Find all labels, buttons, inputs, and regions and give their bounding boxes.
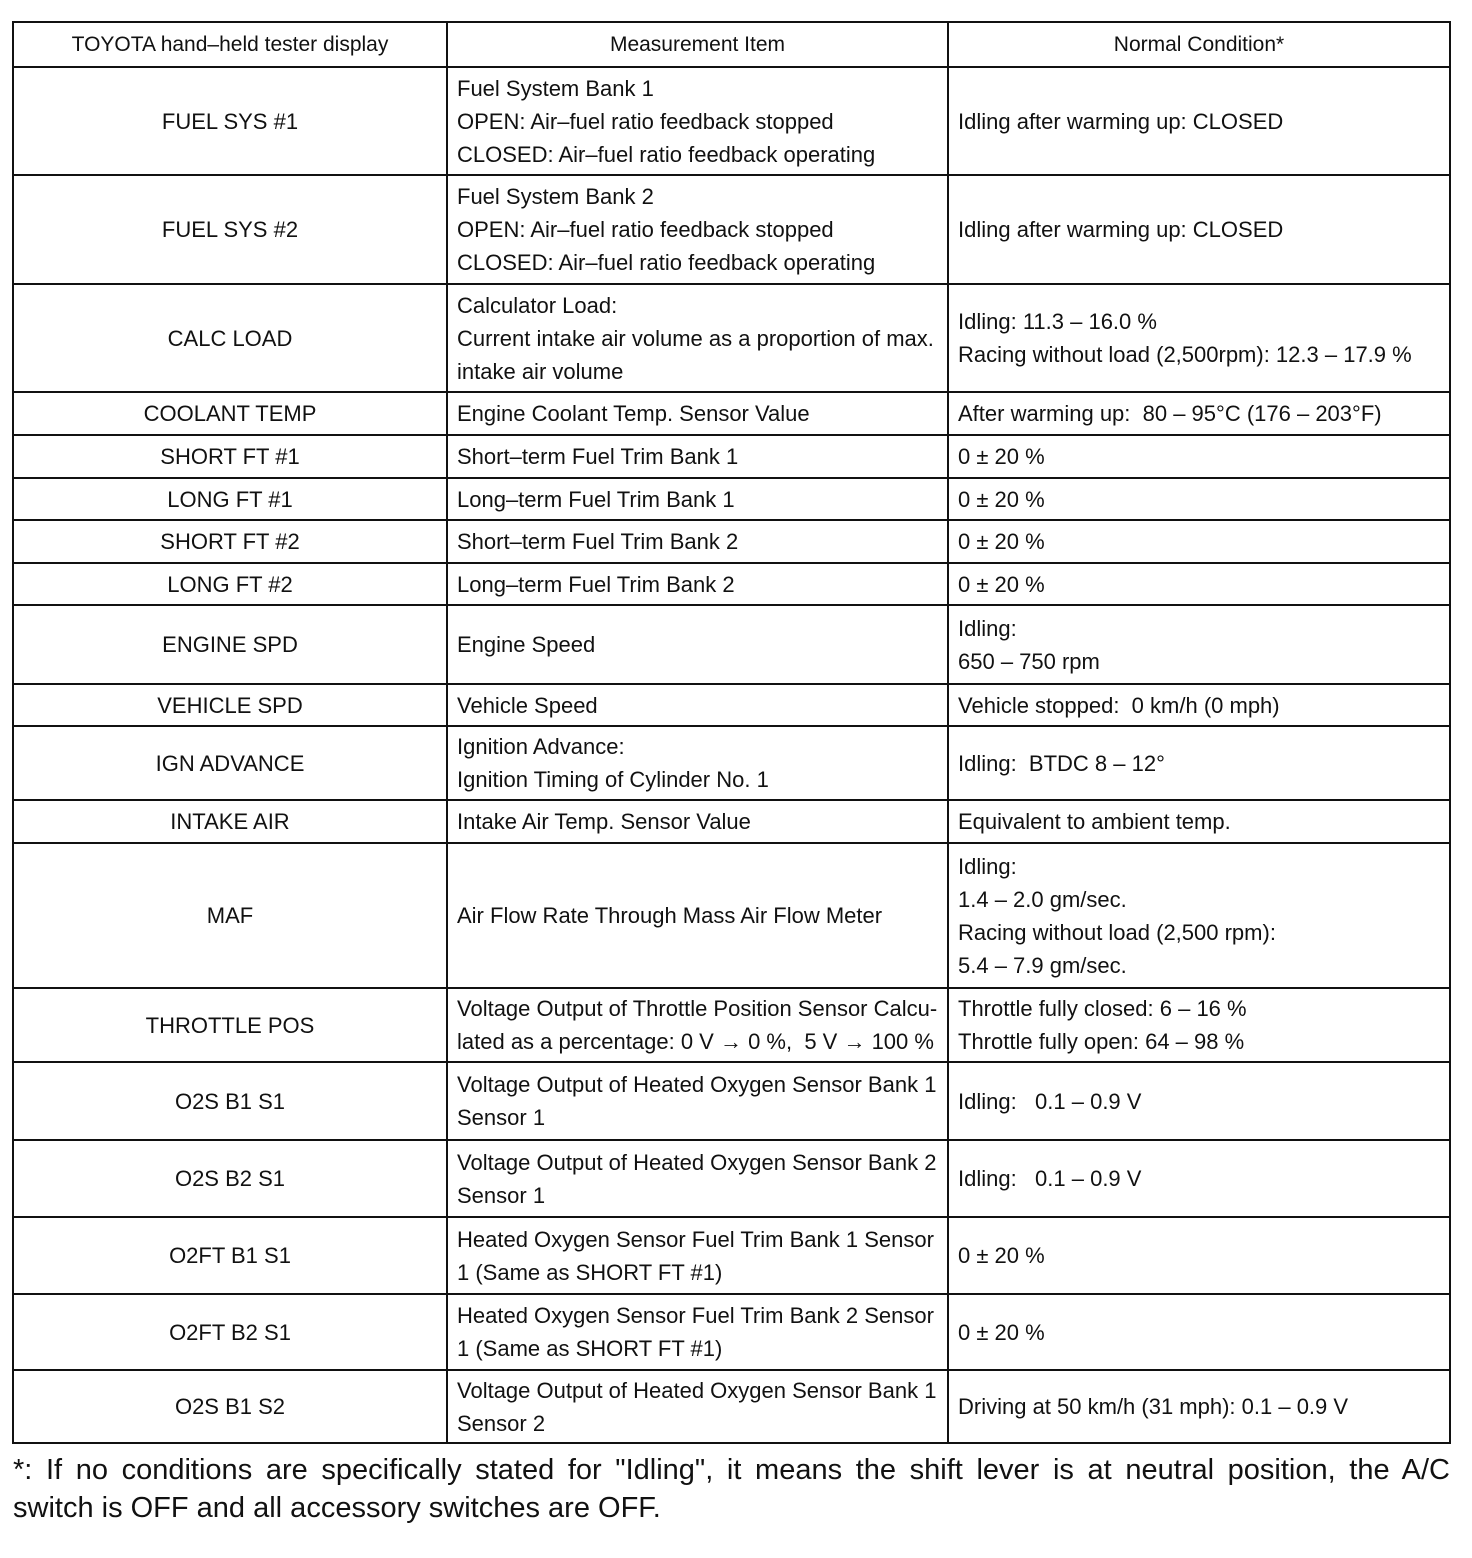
measurement-item-line: Vehicle Speed (457, 692, 598, 718)
measurement-item-line: Engine Coolant Temp. Sensor Value (457, 401, 810, 426)
measurement-item-line: Voltage Output of Heated Oxygen Sensor Bank 2 (457, 1149, 937, 1175)
table-row (14, 989, 1451, 1063)
tester-display-label: MAF (206, 903, 254, 928)
tester-display-label: VEHICLE SPD (157, 692, 303, 718)
tester-display-cell (14, 436, 448, 479)
measurement-item-line: Long–term Fuel Trim Bank 2 (457, 571, 735, 597)
normal-condition-line: 0 ± 20 % (958, 486, 1045, 512)
measurement-item-line: OPEN: Air–fuel ratio feedback stopped (457, 217, 834, 242)
measurement-item-cell (448, 1218, 949, 1295)
normal-condition-cell (949, 285, 1451, 393)
normal-condition-line: 0 ± 20 % (958, 571, 1045, 597)
measurement-item-cell (448, 393, 949, 436)
normal-condition-line: Idling after warming up: CLOSED (958, 217, 1284, 242)
table-row (14, 1141, 1451, 1218)
tester-display-label: ENGINE SPD (162, 632, 298, 657)
header-normal-condition (949, 23, 1451, 68)
tester-display-cell (14, 1218, 448, 1295)
measurement-item-line: Heated Oxygen Sensor Fuel Trim Bank 1 Sensor (457, 1226, 934, 1252)
data-list-table (12, 21, 1451, 1444)
measurement-item-cell (448, 176, 949, 285)
normal-condition-cell (949, 1218, 1451, 1295)
tester-display-label: O2S B1 S1 (174, 1088, 286, 1114)
normal-condition-line: 0 ± 20 % (958, 1319, 1045, 1345)
normal-condition-cell (949, 844, 1451, 989)
tester-display-cell (14, 393, 448, 436)
normal-condition-cell (949, 801, 1451, 844)
table-row (14, 176, 1451, 285)
tester-display-label: COOLANT TEMP (143, 401, 317, 426)
measurement-item-line: Sensor 2 (457, 1410, 546, 1436)
measurement-item-cell (448, 844, 949, 989)
table-row (14, 1371, 1451, 1444)
normal-condition-line: Idling: 0.1 – 0.9 V (958, 1166, 1142, 1191)
tester-display-label: O2FT B2 S1 (169, 1319, 291, 1345)
measurement-item-line: Voltage Output of Heated Oxygen Sensor Bank 1 (457, 1072, 937, 1097)
table-row (14, 68, 1451, 176)
table-row (14, 479, 1451, 521)
measurement-item-line: Short–term Fuel Trim Bank 2 (457, 529, 739, 554)
tester-display-cell (14, 1063, 448, 1141)
normal-condition-line: Idling: (958, 615, 1017, 641)
normal-condition-line: 0 ± 20 % (958, 1243, 1045, 1268)
measurement-item-line: 1 (Same as SHORT FT #1) (457, 1259, 723, 1285)
normal-condition-line: Idling: BTDC 8 – 12° (958, 750, 1165, 776)
table-row (14, 606, 1451, 685)
normal-condition-cell (949, 1063, 1451, 1141)
measurement-item-cell (448, 564, 949, 606)
table-row (14, 393, 1451, 436)
measurement-item-cell (448, 1063, 949, 1141)
measurement-item-line: Sensor 1 (457, 1182, 546, 1208)
tester-display-cell (14, 1371, 448, 1444)
measurement-item-line: OPEN: Air–fuel ratio feedback stopped (457, 108, 834, 134)
measurement-item-line: Long–term Fuel Trim Bank 1 (457, 486, 735, 512)
table-row (14, 1295, 1451, 1371)
measurement-item-line: Fuel System Bank 1 (457, 75, 654, 101)
tester-display-label: FUEL SYS #2 (161, 217, 299, 242)
tester-display-label: O2FT B1 S1 (169, 1243, 291, 1268)
table-row (14, 564, 1451, 606)
tester-display-cell (14, 68, 448, 176)
normal-condition-cell (949, 727, 1451, 801)
measurement-item-line: Short–term Fuel Trim Bank 1 (457, 444, 739, 469)
normal-condition-line: Idling: (958, 853, 1017, 879)
measurement-item-cell (448, 727, 949, 801)
tester-display-label: FUEL SYS #1 (161, 108, 299, 134)
tester-display-cell (14, 285, 448, 393)
normal-condition-cell (949, 1371, 1451, 1444)
tester-display-label: CALC LOAD (167, 325, 293, 351)
normal-condition-line: 5.4 – 7.9 gm/sec. (958, 952, 1127, 978)
normal-condition-cell (949, 436, 1451, 479)
normal-condition-line: After warming up: 80 – 95°C (176 – 203°F) (958, 401, 1382, 426)
normal-condition-cell (949, 989, 1451, 1063)
table-header-row (14, 23, 1451, 68)
normal-condition-line: Idling after warming up: CLOSED (958, 108, 1284, 134)
header-tester-display (14, 23, 448, 68)
normal-condition-cell (949, 1141, 1451, 1218)
tester-display-cell (14, 989, 448, 1063)
normal-condition-line: Throttle fully closed: 6 – 16 % (958, 996, 1247, 1021)
tester-display-label: O2S B1 S2 (174, 1394, 286, 1419)
measurement-item-cell (448, 989, 949, 1063)
footnote-line: *: If no conditions are specifically stated for "Idling", it means the shift lever is at neutral position, the A/C (13, 1454, 1450, 1486)
tester-display-label: O2S B2 S1 (174, 1166, 286, 1191)
table-row (14, 436, 1451, 479)
normal-condition-cell (949, 393, 1451, 436)
measurement-item-line: Voltage Output of Throttle Position Sensor Calcu- (457, 996, 938, 1021)
normal-condition-line: 1.4 – 2.0 gm/sec. (958, 886, 1127, 912)
tester-display-cell (14, 479, 448, 521)
tester-display-cell (14, 801, 448, 844)
normal-condition-line: Vehicle stopped: 0 km/h (0 mph) (958, 692, 1280, 718)
measurement-item-line: Fuel System Bank 2 (457, 184, 654, 209)
normal-condition-line: Racing without load (2,500 rpm): (958, 919, 1276, 945)
normal-condition-cell (949, 685, 1451, 727)
tester-display-cell (14, 685, 448, 727)
normal-condition-line: 0 ± 20 % (958, 529, 1045, 554)
header-label: TOYOTA hand–held tester display (71, 33, 389, 56)
normal-condition-cell (949, 176, 1451, 285)
normal-condition-cell (949, 1295, 1451, 1371)
footnote (13, 1451, 1450, 1527)
table-row (14, 685, 1451, 727)
normal-condition-line: 650 – 750 rpm (958, 648, 1100, 674)
normal-condition-cell (949, 68, 1451, 176)
measurement-item-cell (448, 606, 949, 685)
tester-display-cell (14, 564, 448, 606)
measurement-item-line: Intake Air Temp. Sensor Value (457, 809, 751, 834)
table-row (14, 285, 1451, 393)
header-label: Measurement Item (609, 33, 786, 56)
tester-display-cell (14, 176, 448, 285)
measurement-item-cell (448, 521, 949, 564)
tester-display-cell (14, 844, 448, 989)
measurement-item-line: Ignition Timing of Cylinder No. 1 (457, 767, 769, 792)
normal-condition-cell (949, 479, 1451, 521)
table-row (14, 801, 1451, 844)
normal-condition-line: Racing without load (2,500rpm): 12.3 – 17.9 % (958, 342, 1412, 367)
measurement-item-line: Current intake air volume as a proportion of max. (457, 325, 934, 351)
measurement-item-line: Air Flow Rate Through Mass Air Flow Meter (457, 903, 883, 928)
normal-condition-line: Idling: 0.1 – 0.9 V (958, 1088, 1142, 1114)
measurement-item-cell (448, 1295, 949, 1371)
measurement-item-line: CLOSED: Air–fuel ratio feedback operating (457, 141, 876, 167)
tester-display-label: LONG FT #2 (167, 571, 293, 597)
measurement-item-line: intake air volume (457, 358, 624, 384)
normal-condition-cell (949, 564, 1451, 606)
tester-display-cell (14, 727, 448, 801)
normal-condition-line: Driving at 50 km/h (31 mph): 0.1 – 0.9 V (958, 1394, 1349, 1419)
header-label: Normal Condition* (1113, 33, 1285, 56)
measurement-item-line: Sensor 1 (457, 1105, 546, 1130)
table-row (14, 844, 1451, 989)
measurement-item-line: 1 (Same as SHORT FT #1) (457, 1336, 723, 1361)
tester-display-label: INTAKE AIR (170, 809, 290, 834)
footnote-line: switch is OFF and all accessory switches are OFF. (13, 1492, 661, 1524)
measurement-item-line: Voltage Output of Heated Oxygen Sensor Bank 1 (457, 1377, 937, 1403)
measurement-item-cell (448, 285, 949, 393)
tester-display-label: IGN ADVANCE (155, 750, 305, 776)
measurement-item-cell (448, 436, 949, 479)
table-row (14, 521, 1451, 564)
measurement-item-line: lated as a percentage: 0 V → 0 %, 5 V → 100 % (457, 1029, 934, 1054)
tester-display-cell (14, 606, 448, 685)
tester-display-label: SHORT FT #1 (160, 444, 300, 469)
measurement-item-cell (448, 801, 949, 844)
normal-condition-line: Equivalent to ambient temp. (958, 809, 1231, 834)
normal-condition-line: Throttle fully open: 64 – 98 % (958, 1029, 1245, 1054)
tester-display-label: SHORT FT #2 (160, 529, 300, 554)
measurement-item-cell (448, 1371, 949, 1444)
tester-display-label: THROTTLE POS (145, 1012, 315, 1038)
table-row (14, 727, 1451, 801)
normal-condition-line: Idling: 11.3 – 16.0 % (958, 309, 1157, 334)
measurement-item-line: CLOSED: Air–fuel ratio feedback operating (457, 250, 876, 275)
header-measurement-item (448, 23, 949, 68)
measurement-item-cell (448, 685, 949, 727)
measurement-item-line: Calculator Load: (457, 292, 618, 318)
measurement-item-line: Engine Speed (457, 632, 596, 657)
tester-display-label: LONG FT #1 (167, 486, 293, 512)
measurement-item-line: Heated Oxygen Sensor Fuel Trim Bank 2 Sensor (457, 1303, 934, 1328)
normal-condition-cell (949, 521, 1451, 564)
measurement-item-cell (448, 1141, 949, 1218)
measurement-item-cell (448, 479, 949, 521)
normal-condition-line: 0 ± 20 % (958, 444, 1045, 469)
table-row (14, 1218, 1451, 1295)
measurement-item-cell (448, 68, 949, 176)
table-row (14, 1063, 1451, 1141)
tester-display-cell (14, 521, 448, 564)
normal-condition-cell (949, 606, 1451, 685)
tester-display-cell (14, 1295, 448, 1371)
tester-display-cell (14, 1141, 448, 1218)
measurement-item-line: Ignition Advance: (457, 734, 625, 759)
